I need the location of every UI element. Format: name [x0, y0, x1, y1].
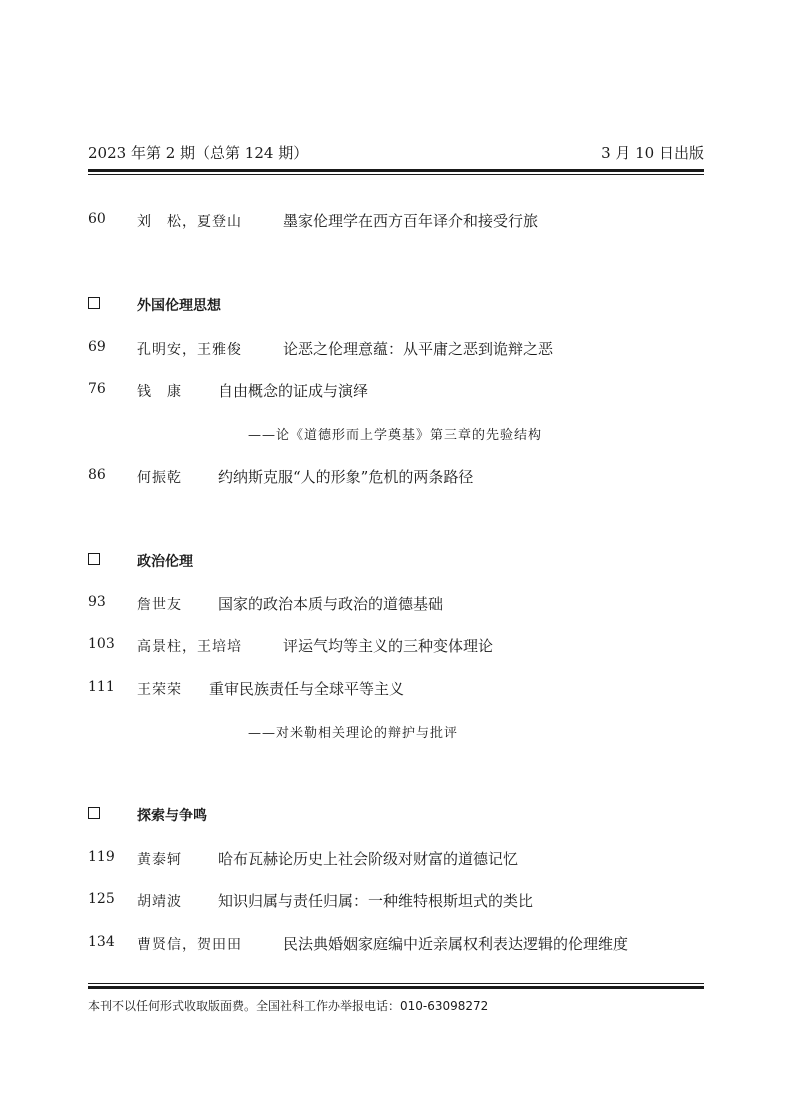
toc-author: 高景柱，王培培	[137, 639, 242, 655]
toc-author: 刘 松，夏登山	[137, 214, 242, 230]
footer-rule-thin	[88, 983, 704, 984]
publish-date: 3 月 10 日出版	[601, 144, 704, 162]
toc-author: 詹世友	[137, 597, 182, 613]
section-heading: 政治伦理	[137, 554, 193, 570]
toc-page-number: 69	[88, 339, 106, 355]
toc-page-number: 86	[88, 467, 106, 483]
section-checkbox-icon	[88, 807, 100, 819]
toc-author: 王荣荣	[137, 682, 182, 698]
toc-author: 何振乾	[137, 470, 182, 486]
toc-title[interactable]: 约纳斯克服“人的形象”危机的两条路径	[218, 468, 474, 486]
toc-title[interactable]: 民法典婚姻家庭编中近亲属权利表达逻辑的伦理维度	[283, 935, 629, 953]
toc-page-number: 60	[88, 211, 106, 227]
toc-author: 胡靖波	[137, 894, 182, 910]
section-checkbox-icon	[88, 553, 100, 565]
toc-title[interactable]: 重审民族责任与全球平等主义	[209, 680, 405, 698]
toc-subtitle: ——对米勒相关理论的辩护与批评	[248, 726, 459, 741]
toc-page-number: 93	[88, 594, 106, 610]
footer-rule-thick	[88, 986, 704, 989]
toc-author: 黄泰轲	[137, 852, 182, 868]
section-heading: 外国伦理思想	[137, 298, 221, 314]
toc-page-number: 134	[88, 934, 115, 950]
toc-title[interactable]: 国家的政治本质与政治的道德基础	[218, 595, 444, 613]
toc-page-number: 119	[88, 849, 115, 865]
toc-author: 孔明安，王雅俊	[137, 342, 242, 358]
toc-subtitle: ——论《道德形而上学奠基》第三章的先验结构	[248, 428, 543, 443]
toc-title[interactable]: 评运气均等主义的三种变体理论	[283, 637, 494, 655]
toc-title[interactable]: 墨家伦理学在西方百年译介和接受行旅	[283, 212, 539, 230]
header-rule-thin	[88, 174, 704, 175]
toc-title[interactable]: 自由概念的证成与演绎	[218, 382, 369, 400]
section-checkbox-icon	[88, 297, 100, 309]
toc-author: 曹贤信，贺田田	[137, 937, 242, 953]
toc-title[interactable]: 哈布瓦赫论历史上社会阶级对财富的道德记忆	[218, 850, 519, 868]
toc-author: 钱 康	[137, 384, 182, 400]
toc-title[interactable]: 论恶之伦理意蕴：从平庸之恶到诡辩之恶	[283, 340, 554, 358]
footer-notice: 本刊不以任何形式收取版面费。全国社科工作办举报电话：010-63098272	[88, 999, 489, 1013]
header-rule-thick	[88, 169, 704, 172]
toc-page-number: 76	[88, 381, 106, 397]
issue-info: 2023 年第 2 期（总第 124 期）	[88, 144, 309, 162]
toc-page-number: 111	[88, 679, 115, 695]
section-heading: 探索与争鸣	[137, 808, 207, 824]
toc-page-number: 125	[88, 891, 115, 907]
toc-title[interactable]: 知识归属与责任归属：一种维特根斯坦式的类比	[218, 892, 534, 910]
toc-page-number: 103	[88, 636, 115, 652]
